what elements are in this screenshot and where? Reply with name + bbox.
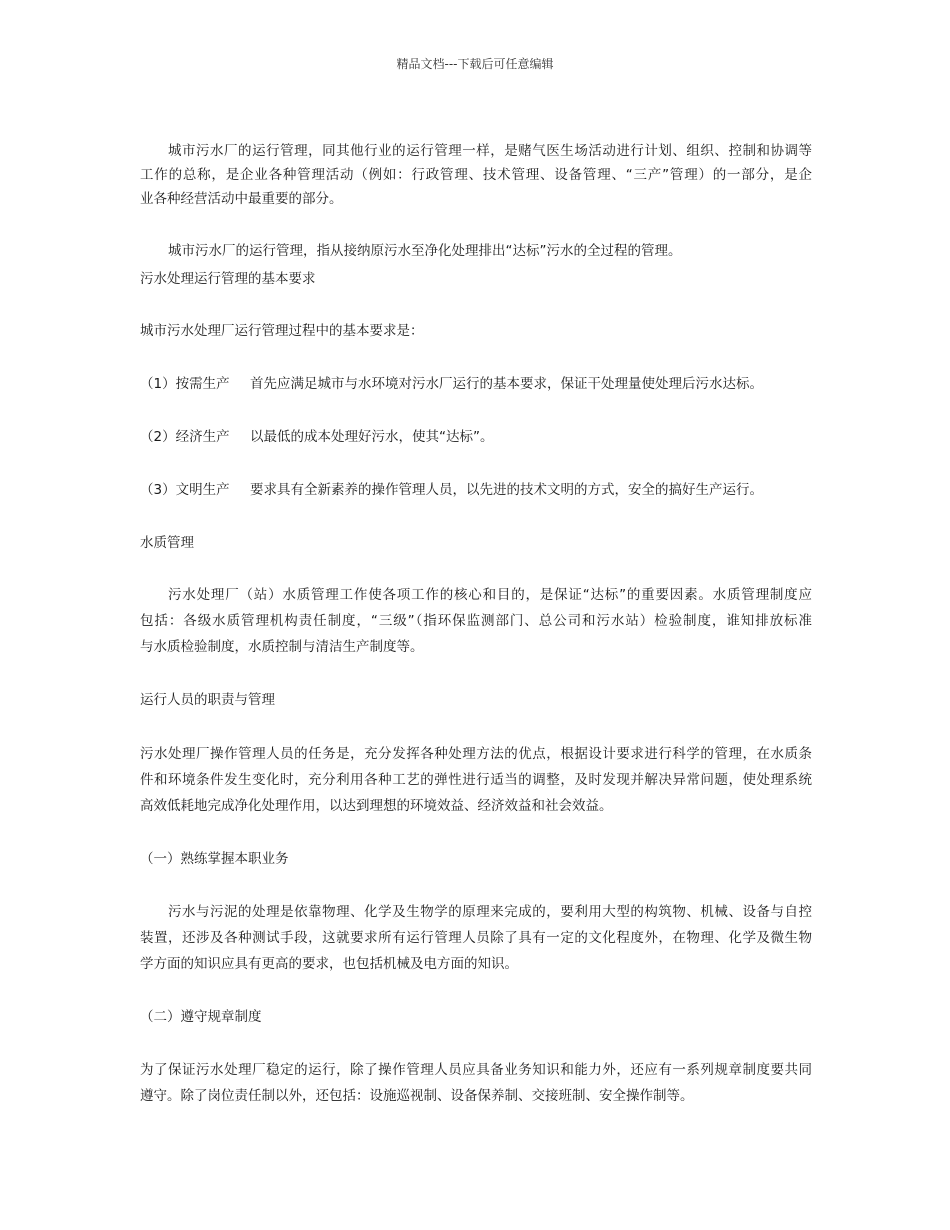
- paragraph-line: 与水质检验制度，水质控制与清洁生产制度等。: [140, 639, 424, 655]
- list-item: [140, 424, 812, 451]
- paragraph-line: 装置，还涉及各种测试手段，这就要求所有运行管理人员除了具有一定的文化程度外，在物理、化学及微生物: [140, 930, 812, 946]
- paragraph-line: 城市污水厂的运行管理，同其他行业的运行管理一样，是赌气医生场活动进行计划、组织、控制和协调等: [168, 143, 812, 159]
- list-item-text: 要求具有全新素养的操作管理人员，以先进的技术文明的方式，安全的搞好生产运行。: [250, 482, 763, 498]
- paragraph-line: 学方面的知识应具有更高的要求，也包括机械及电方面的知识。: [140, 956, 518, 972]
- paragraph-line: 为了保证污水处理厂稳定的运行，除了操作管理人员应具备业务知识和能力外，还应有一系列规章制度要共同: [140, 1062, 812, 1078]
- list-item-label: （3）文明生产: [140, 482, 230, 498]
- list-item-text: 以最低的成本处理好污水，使其“达标”。: [250, 429, 494, 445]
- paragraph-line: 业各种经营活动中最重要的部分。: [140, 191, 343, 207]
- paragraph-line: 高效低耗地完成净化处理作用，以达到理想的环境效益、经济效益和社会效益。: [140, 798, 613, 814]
- section-heading: 运行人员的职责与管理: [140, 692, 275, 708]
- paragraph-line: 件和环境条件发生变化时，充分利用各种工艺的弹性进行适当的调整，及时发现并解决异常问题，使处理系统: [140, 772, 812, 788]
- section-heading: （一）熟练掌握本职业务: [140, 851, 289, 867]
- paragraph-line: 工作的总称，是企业各种管理活动（例如：行政管理、技术管理、设备管理、“三产”管理）的一部分，是企: [140, 167, 812, 183]
- list-item-text: 首先应满足城市与水环境对污水厂运行的基本要求，保证干处理量使处理后污水达标。: [250, 376, 763, 392]
- paragraph-line: 城市污水处理厂运行管理过程中的基本要求是：: [140, 323, 424, 339]
- list-item: [140, 477, 812, 504]
- list-item: [140, 371, 812, 398]
- list-item-label: （1）按需生产: [140, 376, 230, 392]
- section-heading: 水质管理: [140, 535, 194, 551]
- list-item-label: （2）经济生产: [140, 429, 230, 445]
- paragraph-line: 城市污水厂的运行管理，指从接纳原污水至净化处理排出“达标”污水的全过程的管理。: [168, 243, 682, 259]
- paragraph-line: 遵守。除了岗位责任制以外，还包括：设施巡视制、设备保养制、交接班制、安全操作制等。: [140, 1088, 694, 1104]
- section-heading: 污水处理运行管理的基本要求: [140, 271, 316, 287]
- section-heading: （二）遵守规章制度: [140, 1009, 262, 1025]
- paragraph-line: 污水处理厂操作管理人员的任务是，充分发挥各种处理方法的优点，根据设计要求进行科学的管理，在水质条: [140, 746, 812, 762]
- paragraph-line: 污水处理厂（站）水质管理工作使各项工作的核心和目的，是保证“达标”的重要因素。水质管理制度应: [168, 587, 812, 603]
- paragraph-line: 包括：各级水质管理机构责任制度，“三级”（指环保监测部门、总公司和污水站）检验制度，谁知排放标准: [140, 613, 812, 629]
- paragraph-line: 污水与污泥的处理是依靠物理、化学及生物学的原理来完成的，要利用大型的构筑物、机械、设备与自控: [168, 904, 812, 920]
- page-header: 精品文档---下载后可任意编辑: [396, 57, 554, 71]
